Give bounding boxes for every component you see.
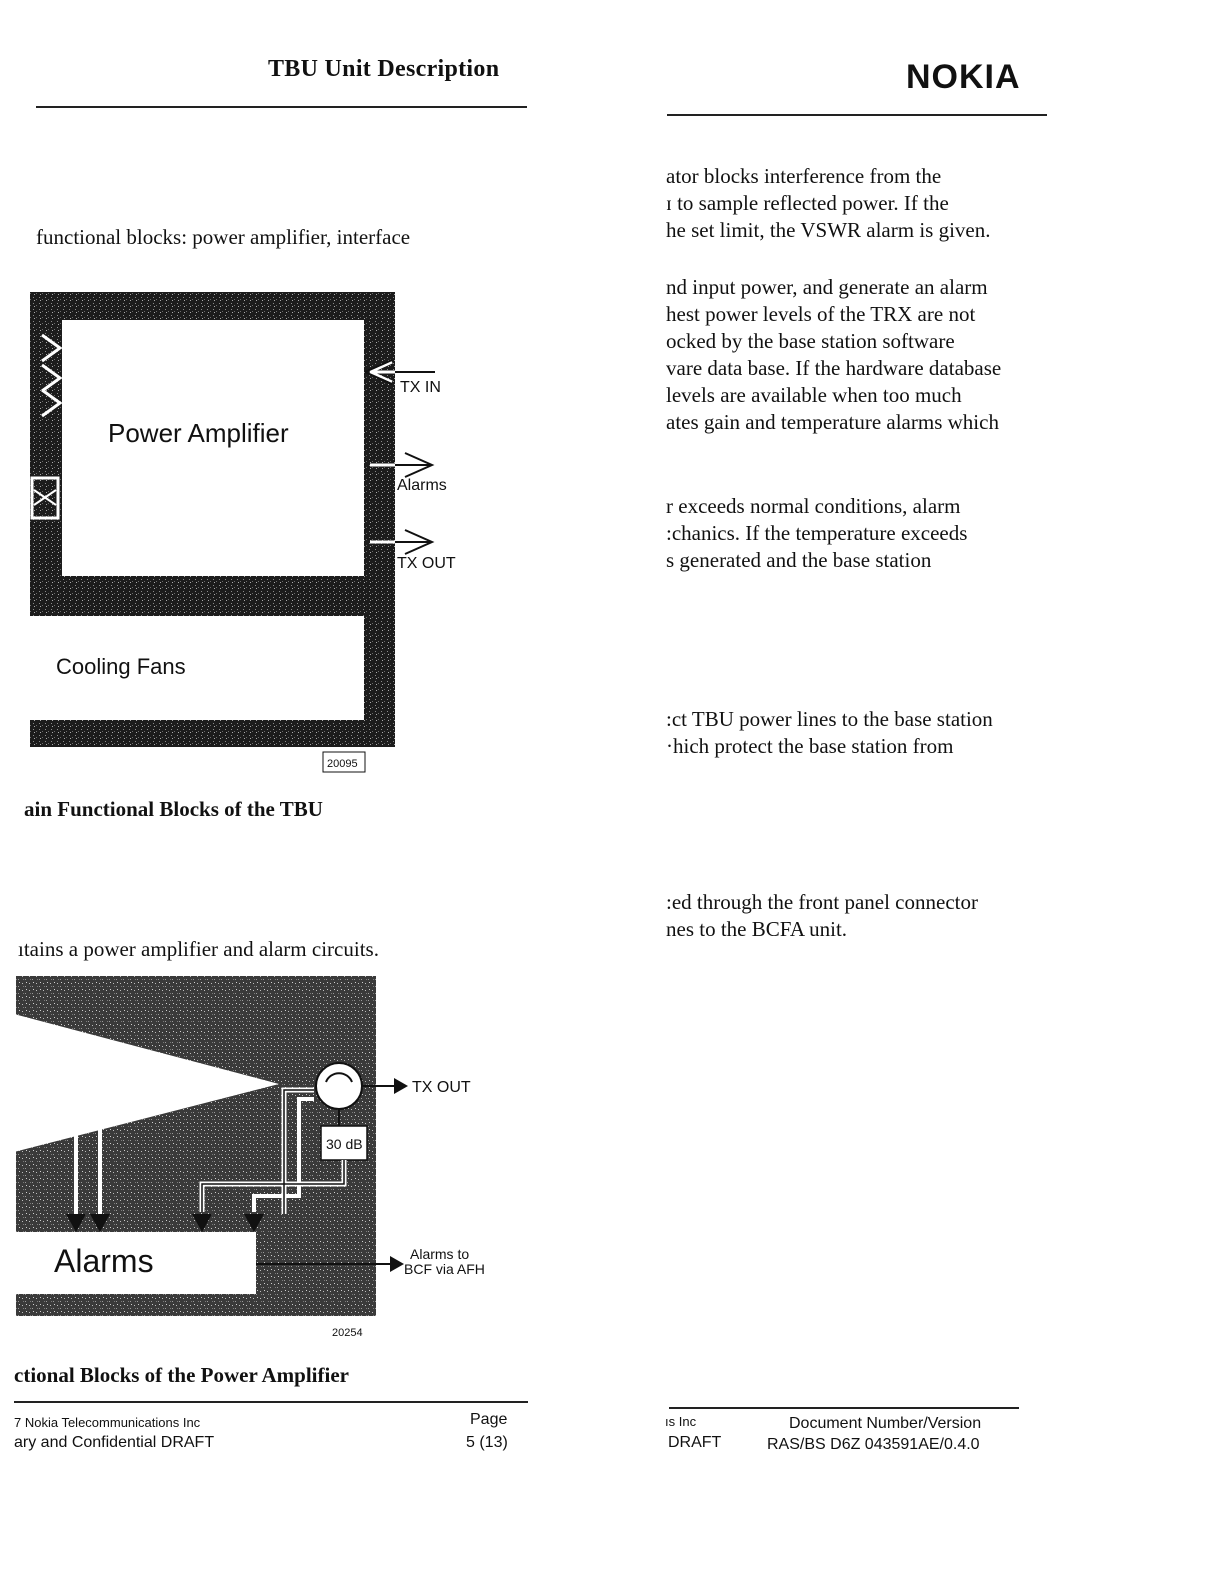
- tx-out-label: TX OUT: [397, 555, 456, 572]
- figure-caption-1: ain Functional Blocks of the TBU: [24, 797, 323, 821]
- text-line: hest power levels of the TRX are not: [666, 302, 976, 326]
- alarms-out-arrowhead-icon: [390, 1256, 404, 1272]
- text-line: s generated and the base station: [666, 548, 932, 572]
- footer-doc-number: RAS/BS D6Z 043591AE/0.4.0: [767, 1436, 980, 1453]
- intro-text-2: ıtains a power amplifier and alarm circuits.: [18, 937, 379, 961]
- figure-main-functional-blocks: [20, 290, 470, 775]
- right-paragraph-5: [666, 889, 978, 943]
- footer-right-fragment-1: ıs Inc: [665, 1414, 697, 1429]
- tx-out-label: TX OUT: [412, 1079, 471, 1096]
- circulator-icon: [316, 1063, 362, 1109]
- attenuator-label: 30 dB: [326, 1136, 363, 1152]
- figure-id-label: 20254: [332, 1327, 363, 1339]
- text-line: r exceeds normal conditions, alarm: [666, 494, 961, 518]
- alarms-label: Alarms: [397, 477, 447, 494]
- text-line: ates gain and temperature alarms which: [666, 410, 999, 434]
- text-line: he set limit, the VSWR alarm is given.: [666, 218, 991, 242]
- figure-id-label: 20095: [327, 758, 358, 770]
- tx-in-label: TX IN: [400, 379, 441, 396]
- intro-text: functional blocks: power amplifier, interface: [36, 225, 411, 249]
- footer-page-label: Page: [470, 1411, 508, 1428]
- footer-company: 7 Nokia Telecommunications Inc: [14, 1415, 201, 1430]
- power-amplifier-block: [62, 320, 364, 576]
- text-line: ɪ to sample reflected power. If the: [666, 191, 949, 215]
- cooling-fans-label: Cooling Fans: [56, 654, 186, 679]
- figure-power-amplifier-blocks: [14, 974, 514, 1344]
- right-paragraph-4: [666, 706, 993, 760]
- text-line: ·hich protect the base station from: [666, 734, 954, 758]
- text-line: nd input power, and generate an alarm: [666, 275, 988, 299]
- text-line: :chanics. If the temperature exceeds: [666, 521, 968, 545]
- right-paragraph-1: [666, 163, 991, 244]
- page-title: TBU Unit Description: [268, 56, 500, 82]
- footer-confidential: ary and Confidential DRAFT: [14, 1434, 215, 1451]
- text-line: vare data base. If the hardware database: [666, 356, 1002, 380]
- right-paragraph-3: [666, 493, 967, 574]
- text-line: :ed through the front panel connector: [666, 890, 978, 914]
- text-line: ator blocks interference from the: [666, 164, 942, 188]
- alarms-to-label-line1: Alarms to: [410, 1246, 470, 1262]
- footer-page-number: 5 (13): [466, 1434, 508, 1451]
- tx-out-arrowhead-icon: [394, 1078, 408, 1094]
- footer-rule-right: [669, 1407, 1019, 1409]
- header-rule-left: [36, 106, 527, 108]
- right-paragraph-2: [666, 274, 1001, 436]
- figure-caption-2: ctional Blocks of the Power Amplifier: [14, 1363, 349, 1387]
- header-rule-right: [667, 114, 1047, 116]
- text-line: nes to the BCFA unit.: [666, 917, 848, 941]
- power-amplifier-label: Power Amplifier: [108, 418, 289, 448]
- text-line: levels are available when too much: [666, 383, 962, 407]
- text-line: :ct TBU power lines to the base station: [666, 707, 993, 731]
- alarms-label: Alarms: [54, 1243, 154, 1279]
- footer-doc-label: Document Number/Version: [789, 1415, 982, 1432]
- text-line: ocked by the base station software: [666, 329, 955, 353]
- footer-right-fragment-2: DRAFT: [668, 1434, 722, 1451]
- footer-rule-left: [14, 1401, 528, 1403]
- nokia-logo: NOKIA: [906, 58, 1021, 96]
- alarms-to-label-line2: BCF via AFH: [404, 1261, 485, 1277]
